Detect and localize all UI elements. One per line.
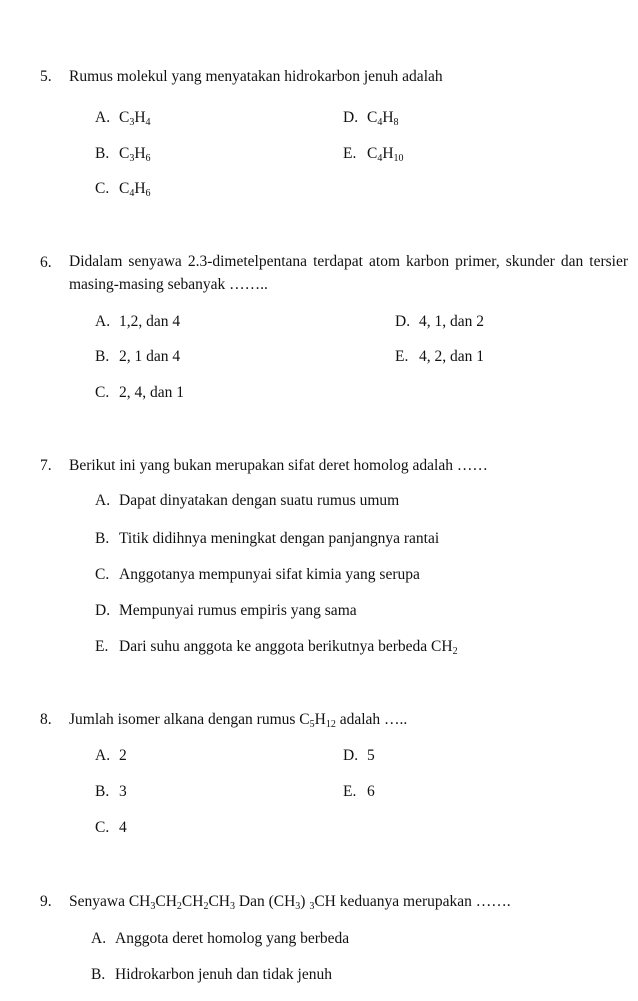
option-text: 4 — [119, 819, 127, 836]
option-e[interactable] — [395, 348, 484, 366]
text-segment: CH keduanya merupakan ……. — [314, 893, 511, 910]
option-a[interactable] — [91, 930, 349, 948]
question-number: 8. — [40, 711, 52, 728]
option-e[interactable] — [95, 638, 458, 656]
option-letter: D. — [395, 313, 411, 330]
option-e[interactable] — [343, 145, 404, 163]
option-letter: E. — [343, 145, 357, 162]
option-letter: D. — [343, 109, 359, 126]
subscript: 3 — [230, 901, 236, 912]
option-text: 4, 1, dan 2 — [419, 313, 485, 330]
option-letter: B. — [95, 145, 110, 162]
subscript: 4 — [145, 117, 151, 128]
option-text: Hidrokarbon jenuh dan tidak jenuh — [115, 966, 332, 983]
question-text: Rumus molekul yang menyatakan hidrokarbon jenuh adalah — [69, 68, 443, 85]
option-a[interactable] — [95, 747, 127, 765]
option-letter: D. — [343, 747, 359, 764]
option-text: 2, 4, dan 1 — [119, 384, 185, 401]
formula: C — [119, 145, 130, 162]
text-segment: CH — [208, 893, 231, 910]
option-letter: B. — [95, 530, 110, 547]
option-text: Anggota deret homolog yang berbeda — [115, 930, 350, 947]
option-letter: B. — [95, 348, 110, 365]
option-text: 2 — [119, 747, 127, 764]
option-b[interactable] — [91, 966, 332, 984]
option-a[interactable] — [95, 492, 399, 510]
text-segment: ) — [300, 893, 310, 910]
option-d[interactable] — [343, 109, 399, 127]
option-letter: E. — [343, 783, 357, 800]
option-letter: C. — [95, 819, 110, 836]
option-d[interactable] — [343, 747, 375, 765]
text-segment: Jumlah isomer alkana dengan rumus C — [69, 711, 310, 728]
option-letter: B. — [91, 966, 106, 983]
option-text: 6 — [367, 783, 375, 800]
option-letter: C. — [95, 180, 110, 197]
subscript: 2 — [452, 646, 458, 657]
option-text: Mempunyai rumus empiris yang sama — [119, 602, 357, 619]
subscript: 10 — [393, 153, 404, 164]
option-text: 3 — [119, 783, 127, 800]
option-letter: B. — [95, 783, 110, 800]
subscript: 3 — [309, 901, 315, 912]
formula: H — [382, 145, 394, 162]
subscript: 2 — [203, 901, 209, 912]
question-text: Didalam senyawa 2.3-dimetelpentana terdapat atom karbon primer, skunder dan tersier masing-masing sebanyak …….. — [69, 253, 628, 293]
formula: H — [134, 180, 146, 197]
option-b[interactable] — [95, 145, 151, 163]
subscript: 12 — [325, 719, 336, 730]
subscript: 5 — [309, 719, 315, 730]
option-c[interactable] — [95, 180, 151, 198]
subscript: 4 — [377, 117, 383, 128]
option-letter: C. — [95, 384, 110, 401]
option-b[interactable] — [95, 530, 439, 548]
option-a[interactable] — [95, 109, 151, 127]
option-letter: A. — [95, 109, 111, 126]
option-e[interactable] — [343, 783, 375, 801]
option-d[interactable] — [95, 602, 357, 620]
option-c[interactable] — [95, 566, 420, 584]
text-segment: adalah ….. — [335, 711, 408, 728]
text-segment: Senyawa CH — [69, 893, 151, 910]
option-letter: A. — [91, 930, 107, 947]
option-text: 1,2, dan 4 — [119, 313, 181, 330]
option-b[interactable] — [95, 348, 180, 366]
subscript: 3 — [295, 901, 301, 912]
option-text: Titik didihnya meningkat dengan panjangnya rantai — [119, 530, 440, 547]
subscript: 4 — [377, 153, 383, 164]
subscript: 4 — [129, 188, 135, 199]
option-c[interactable] — [95, 384, 184, 402]
subscript: 6 — [145, 153, 151, 164]
question-text — [69, 893, 511, 911]
option-letter: E. — [95, 638, 109, 655]
option-text: Dari suhu anggota ke anggota berikutnya berbeda CH — [119, 638, 453, 655]
text-segment: CH — [181, 893, 204, 910]
option-b[interactable] — [95, 783, 127, 801]
question-number: 6. — [40, 254, 52, 271]
option-letter: E. — [395, 348, 409, 365]
option-c[interactable] — [95, 819, 127, 837]
option-a[interactable] — [95, 313, 180, 331]
formula: H — [134, 109, 146, 126]
subscript: 6 — [145, 188, 151, 199]
option-text: Anggotanya mempunyai sifat kimia yang serupa — [119, 566, 420, 583]
option-letter: A. — [95, 747, 111, 764]
text-segment: H — [314, 711, 326, 728]
formula: H — [134, 145, 146, 162]
question-text — [69, 711, 407, 729]
question-text: Berikut ini yang bukan merupakan sifat deret homolog adalah …… — [69, 457, 488, 474]
option-letter: C. — [95, 566, 110, 583]
option-text: Dapat dinyatakan dengan suatu rumus umum — [119, 492, 400, 509]
option-d[interactable] — [395, 313, 484, 331]
subscript: 3 — [150, 901, 156, 912]
formula: C — [119, 180, 130, 197]
subscript: 2 — [176, 901, 182, 912]
option-letter: D. — [95, 602, 111, 619]
option-text: 4, 2, dan 1 — [419, 348, 485, 365]
option-text: 2, 1 dan 4 — [119, 348, 181, 365]
formula: H — [382, 109, 394, 126]
subscript: 3 — [129, 117, 135, 128]
question-number: 7. — [40, 457, 52, 474]
option-letter: A. — [95, 492, 111, 509]
option-text: 5 — [367, 747, 375, 764]
text-segment: Dan (CH — [235, 893, 296, 910]
text-segment: CH — [155, 893, 177, 910]
formula: C — [367, 145, 378, 162]
formula: C — [367, 109, 378, 126]
subscript: 3 — [129, 153, 135, 164]
subscript: 8 — [393, 117, 399, 128]
question-number: 9. — [40, 893, 52, 910]
question-number: 5. — [40, 68, 52, 85]
formula: C — [119, 109, 130, 126]
option-letter: A. — [95, 313, 111, 330]
